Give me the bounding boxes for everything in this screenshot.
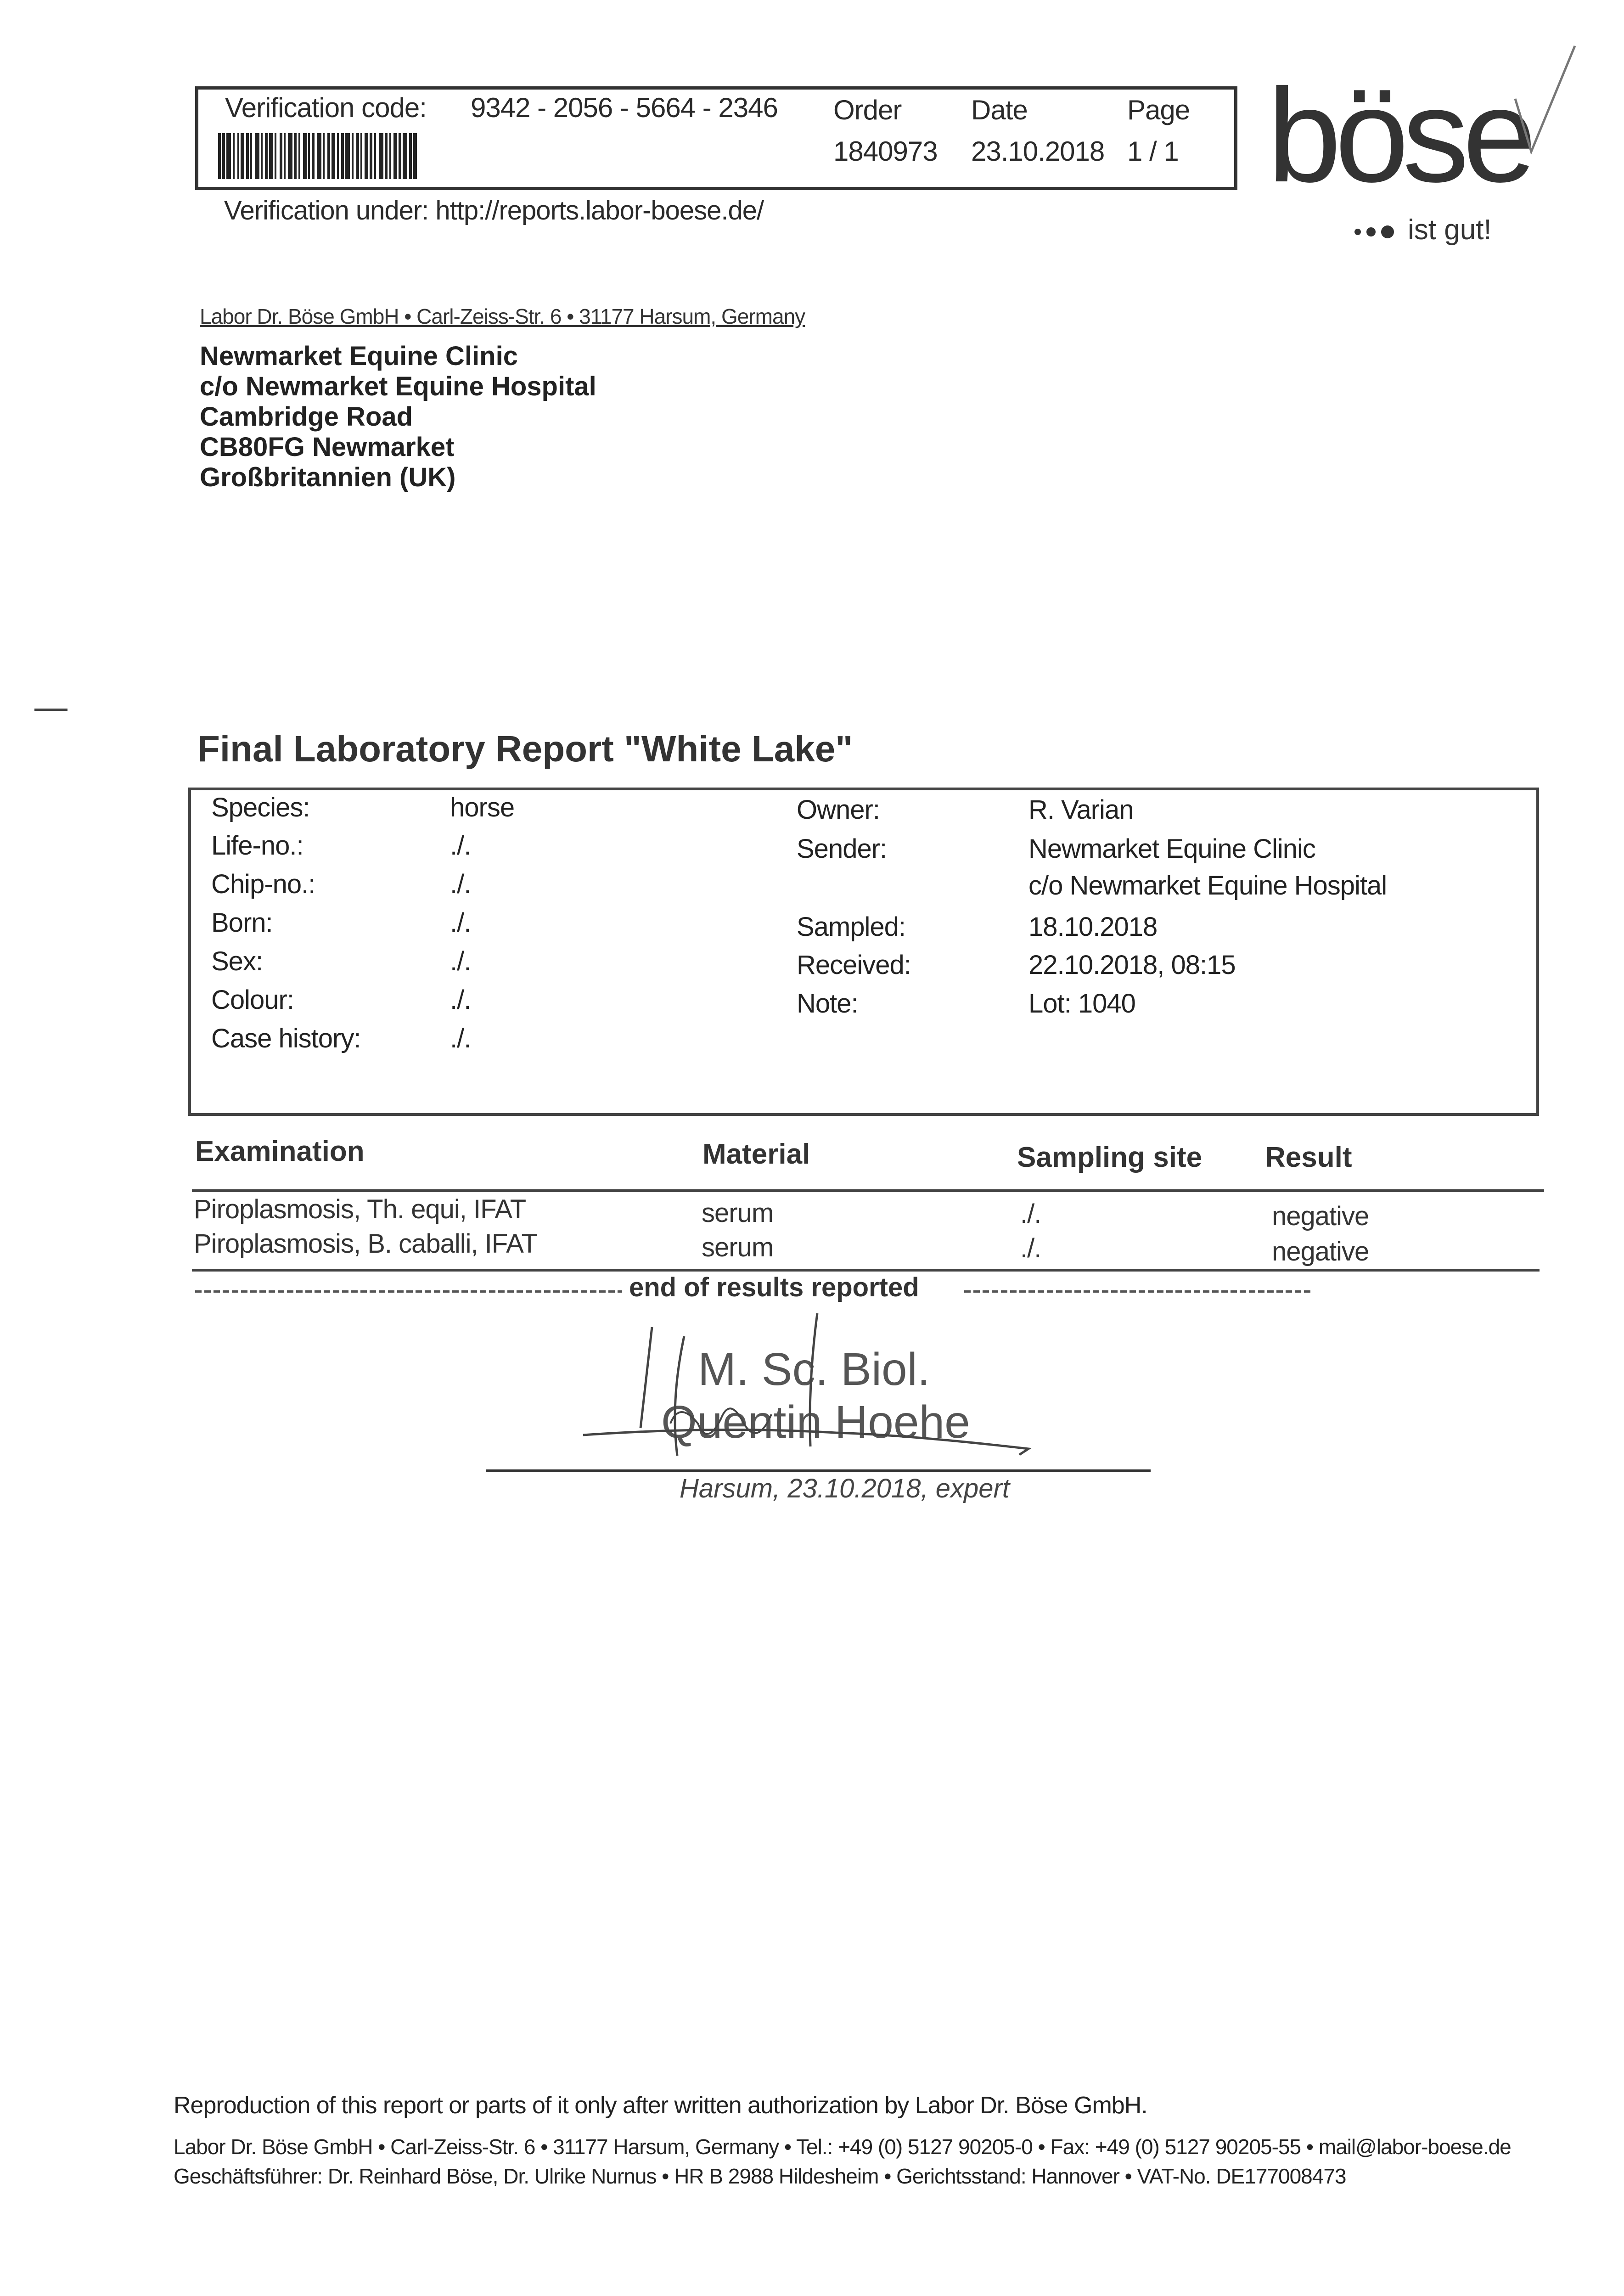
column-header-examination: Examination [195, 1136, 365, 1167]
footer-legal-line: Geschäftsführer: Dr. Reinhard Böse, Dr. Ulrike Nurnus • HR B 2988 Hildesheim • Gerichtsstand: Hannover • VAT-No. DE177008473 [174, 2164, 1346, 2188]
signature-caption: Harsum, 23.10.2018, expert [680, 1474, 1010, 1503]
species-value: horse [450, 793, 515, 822]
colour-value: ./. [450, 985, 471, 1015]
recipient-line: c/o Newmarket Equine Hospital [200, 371, 596, 401]
table-cell-material: serum [702, 1198, 774, 1228]
note-value: Lot: 1040 [1028, 989, 1135, 1019]
recipient-line: CB80FG Newmarket [200, 432, 455, 462]
verification-code: 9342 - 2056 - 5664 - 2346 [471, 92, 778, 123]
owner-value: R. Varian [1028, 795, 1134, 825]
tagline-text: ist gut! [1408, 214, 1492, 246]
fold-mark [34, 709, 67, 711]
table-cell-examination: Piroplasmosis, B. caballi, IFAT [194, 1229, 537, 1259]
dashed-rule [964, 1290, 1313, 1293]
order-label: Order [833, 95, 902, 125]
date-label: Date [971, 95, 1028, 125]
column-header-sampling-site: Sampling site [1017, 1142, 1203, 1173]
barcode-bar [276, 133, 280, 179]
page-label: Page [1127, 95, 1190, 125]
signature-line [486, 1469, 1151, 1472]
signatory-name: Quentin Hoehe [661, 1396, 970, 1448]
barcode-bar [417, 133, 419, 179]
footer-contact-line: Labor Dr. Böse GmbH • Carl-Zeiss-Str. 6 • 31177 Harsum, Germany • Tel.: +49 (0) 5127 90205-0 • Fax: +49 (0) 5127 90205-55 • mail@labor-boese.de [174, 2135, 1511, 2159]
recipient-line: Großbritannien (UK) [200, 462, 456, 492]
table-header-rule [192, 1189, 1544, 1192]
table-cell-result: negative [1272, 1237, 1369, 1266]
recipient-line: Newmarket Equine Clinic [200, 341, 518, 371]
table-cell-sampling-site: ./. [1020, 1199, 1041, 1229]
sex-value: ./. [450, 946, 471, 976]
table-cell-result: negative [1272, 1201, 1369, 1231]
column-header-material: Material [702, 1138, 810, 1170]
dot-icon [1366, 227, 1376, 236]
dot-icon [1381, 225, 1394, 238]
case-history-label: Case history: [211, 1024, 361, 1053]
barcode-bar [345, 133, 350, 179]
barcode-bar [393, 133, 397, 179]
sex-label: Sex: [211, 946, 263, 976]
sender-return-address: Labor Dr. Böse GmbH • Carl-Zeiss-Str. 6 • 31177 Harsum, Germany [200, 304, 805, 328]
chipno-value: ./. [450, 869, 471, 899]
born-value: ./. [450, 908, 471, 938]
reproduction-notice: Reproduction of this report or parts of it only after written authorization by Labor Dr. Böse GmbH. [174, 2092, 1147, 2119]
sender-label: Sender: [797, 834, 887, 864]
column-header-result: Result [1265, 1142, 1352, 1173]
verification-url: Verification under: http://reports.labor-boese.de/ [224, 196, 764, 225]
chipno-label: Chip-no.: [211, 869, 315, 899]
sender-value: Newmarket Equine Clinic [1028, 834, 1315, 864]
dashed-rule [195, 1290, 622, 1293]
sampled-label: Sampled: [797, 912, 906, 942]
signatory-title: M. Sc. Biol. [698, 1344, 930, 1395]
barcode-bar [317, 133, 321, 179]
checkmark-icon [1511, 44, 1579, 163]
end-of-results: end of results reported [629, 1272, 919, 1302]
born-label: Born: [211, 908, 273, 938]
barcode-bar [255, 133, 259, 179]
lifeno-value: ./. [450, 831, 471, 861]
barcode-bar [288, 133, 292, 179]
barcode-bar [365, 133, 368, 179]
handwritten-signature [579, 1309, 1038, 1474]
table-cell-sampling-site: ./. [1020, 1233, 1041, 1263]
received-label: Received: [797, 950, 911, 980]
barcode [218, 133, 556, 179]
table-cell-material: serum [702, 1232, 774, 1262]
barcode-bar [226, 133, 231, 179]
note-label: Note: [797, 989, 858, 1019]
barcode-bar [403, 133, 407, 179]
recipient-line: Cambridge Road [200, 402, 413, 432]
dot-icon [1354, 229, 1361, 235]
barcode-bar [303, 133, 307, 179]
barcode-bar [332, 133, 335, 179]
date-value: 23.10.2018 [971, 136, 1105, 167]
received-value: 22.10.2018, 08:15 [1028, 950, 1236, 980]
table-bottom-rule [192, 1269, 1540, 1272]
owner-label: Owner: [797, 795, 880, 825]
verification-label: Verification code: [225, 92, 427, 123]
table-cell-examination: Piroplasmosis, Th. equi, IFAT [194, 1194, 526, 1224]
case-history-value: ./. [450, 1024, 471, 1053]
report-title: Final Laboratory Report "White Lake" [197, 728, 853, 769]
barcode-bar [269, 133, 273, 179]
barcode-bar [413, 133, 417, 179]
brand-logo: böse [1267, 61, 1530, 210]
barcode-bar [379, 133, 383, 179]
order-value: 1840973 [833, 136, 938, 167]
barcode-bar [241, 133, 244, 179]
brand-tagline [1354, 214, 1492, 246]
sampled-value: 18.10.2018 [1028, 912, 1158, 942]
lifeno-label: Life-no.: [211, 831, 303, 861]
sender-value-2: c/o Newmarket Equine Hospital [1028, 871, 1387, 900]
species-label: Species: [211, 793, 310, 822]
colour-label: Colour: [211, 985, 294, 1015]
page-value: 1 / 1 [1127, 136, 1179, 167]
